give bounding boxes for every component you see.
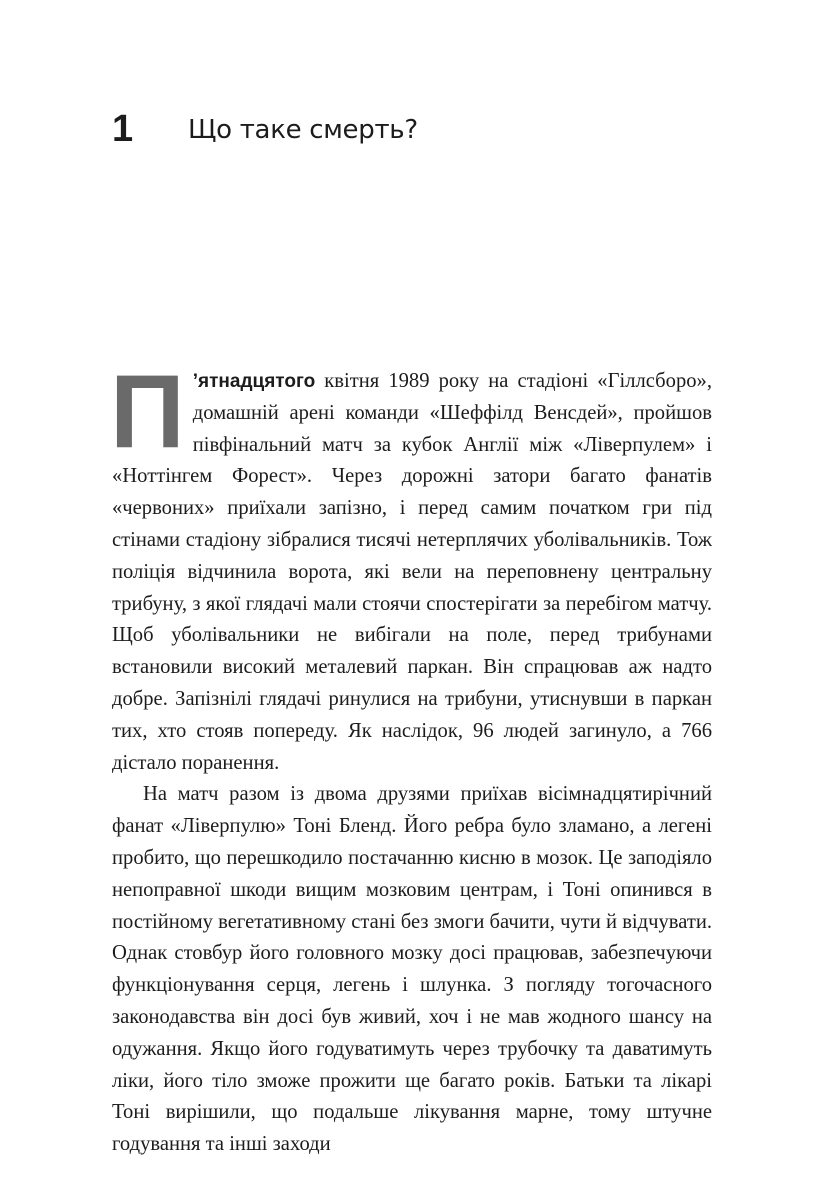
paragraph-2: На матч разом із двома друзями приїхав вісімнадцятирічний фанат «Ліверпулю» Тоні Бленд. Його ребра було зламано, а легені пробито, що перешкодило постачанню кисню в мозок. Це заподіяло непоправної шкоди вищим мозковим центрам, і Тоні опинився в постійному вегетативному стані без змоги бачити, чути й відчувати. Однак стовбур його головного мозку досі працював, забезпечуючи функціонування серця, легень і шлунка. З погляду тогочасного законодавства він досі був живий, хоч і не мав жодного шансу на одужання. Якщо його годуватимуть через трубочку та даватимуть ліки, його тіло зможе прожити ще багато років. Батьки та лікарі Тоні вирішили, що подальше лікування марне, тому штучне годування та інші заходи [112,783,712,1156]
chapter-title: Що таке смерть? [188,115,418,145]
chapter-number: 1 [112,108,134,150]
paragraph-1 [110,354,712,779]
chapter-heading [112,106,712,156]
lead-word: ’ятнадцятого [192,371,316,392]
drop-cap: П [110,354,185,470]
paragraph-1-text: квітня 1989 року на стадіоні «Гіллсборо», домашній арені команди «Шеффілд Венсдей», пройшов півфінальний матч за кубок Англії між «Ліверпулем» і «Ноттінгем Форест». Через дорожні затори багато фанатів «червоних» приїхали запізно, і перед самим початком гри під стінами стадіону зібралися тисячі нетерплячих уболівальників. Тож поліція відчинила ворота, які вели на переповнену центральну трибуну, з якої глядачі мали стоячи спостерігати за перебігом матчу. Щоб уболівальники не вибігали на поле, перед трибунами встановили високий металевий паркан. Він спрацював аж надто добре. Запізнілі глядачі ринулися на трибуни, утиснувши в паркан тих, хто стояв попереду. Як наслідок, 96 людей загинуло, а 766 дістало поранення. [112,370,712,774]
body-text [110,354,712,1161]
